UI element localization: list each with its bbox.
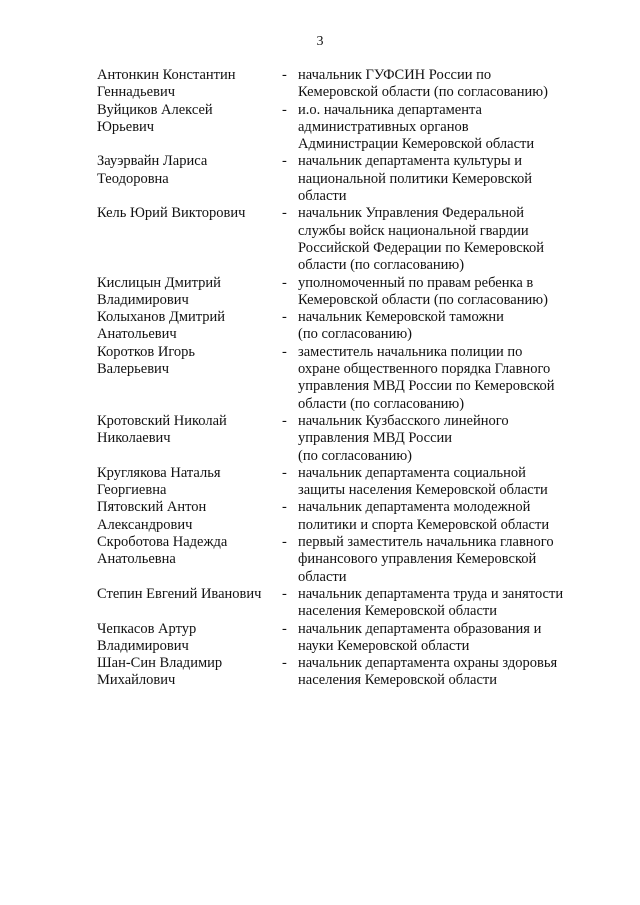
member-name: Вуйциков Алексей Юрьевич xyxy=(97,101,213,135)
member-row xyxy=(97,655,597,690)
member-name: Зауэрвайн Лариса Теодоровна xyxy=(97,153,208,187)
member-row xyxy=(97,586,597,621)
member-row xyxy=(97,275,597,310)
member-position: начальник департамента образования и науки Кемеровской области xyxy=(298,620,542,654)
member-name: Кротовский Николай Николаевич xyxy=(97,412,227,447)
member-dash: - xyxy=(282,101,287,118)
member-row xyxy=(97,621,597,656)
member-dash: - xyxy=(282,274,287,291)
member-name: Степин Евгений Иванович xyxy=(97,585,262,602)
member-position: и.о. начальника департамента административных органов Администрации Кемеровской области xyxy=(298,101,535,153)
member-dash: - xyxy=(282,67,287,83)
member-row xyxy=(97,344,597,413)
member-position: начальник департамента охраны здоровья населения Кемеровской области xyxy=(298,655,558,689)
member-name: Коротков Игорь Валерьевич xyxy=(97,343,196,378)
member-row xyxy=(97,499,597,534)
member-dash: - xyxy=(282,534,287,551)
member-position: начальник департамента социальной защиты населения Кемеровской области xyxy=(298,464,548,499)
member-name: Шан-Син Владимир Михайлович xyxy=(97,655,223,689)
member-row xyxy=(97,413,597,465)
member-position: начальник Управления Федеральной службы войск национальной гвардии Российской Федерации по Кемеровской области (по согласованию) xyxy=(298,205,545,274)
member-position: начальник Кемеровской таможни (по согласованию) xyxy=(298,309,504,343)
member-row xyxy=(97,67,597,102)
member-position: заместитель начальника полиции по охране общественного порядка Главного управления МВД России по Кемеровской области (по согласованию) xyxy=(298,343,555,412)
member-row xyxy=(97,153,597,205)
member-position: начальник департамента культуры и национальной политики Кемеровской области xyxy=(298,153,533,205)
member-name: Скроботова Надежда Анатольевна xyxy=(97,534,228,568)
member-dash: - xyxy=(282,205,287,222)
member-row xyxy=(97,309,597,344)
member-row xyxy=(97,102,597,154)
member-dash: - xyxy=(282,343,287,360)
member-row xyxy=(97,534,597,586)
member-dash: - xyxy=(282,620,287,637)
member-row xyxy=(97,205,597,274)
member-position: уполномоченный по правам ребенка в Кемеровской области (по согласованию) xyxy=(298,274,548,308)
member-name: Антонкин Константин Геннадьевич xyxy=(97,67,236,101)
member-list xyxy=(97,67,597,690)
member-dash: - xyxy=(282,309,287,326)
member-position: начальник ГУФСИН России по Кемеровской области (по согласованию) xyxy=(298,67,548,101)
page-number: 3 xyxy=(316,34,324,49)
member-name: Кислицын Дмитрий Владимирович xyxy=(97,274,221,308)
member-position: первый заместитель начальника главного финансового управления Кемеровской области xyxy=(298,534,554,585)
member-name: Чепкасов Артур Владимирович xyxy=(97,620,197,654)
member-name: Колыханов Дмитрий Анатольевич xyxy=(97,309,226,343)
member-row xyxy=(97,465,597,500)
member-dash: - xyxy=(282,412,287,429)
member-position: начальник Кузбасского линейного управления МВД России (по согласованию) xyxy=(298,412,509,464)
member-position: начальник департамента молодежной политики и спорта Кемеровской области xyxy=(298,499,550,533)
member-dash: - xyxy=(282,499,287,516)
member-dash: - xyxy=(282,585,287,602)
member-name: Кель Юрий Викторович xyxy=(97,205,246,222)
member-dash: - xyxy=(282,655,287,672)
member-dash: - xyxy=(282,153,287,170)
member-name: Круглякова Наталья Георгиевна xyxy=(97,464,221,499)
member-position: начальник департамента труда и занятости населения Кемеровской области xyxy=(298,585,564,620)
member-dash: - xyxy=(282,464,287,481)
member-name: Пятовский Антон Александрович xyxy=(97,499,207,533)
